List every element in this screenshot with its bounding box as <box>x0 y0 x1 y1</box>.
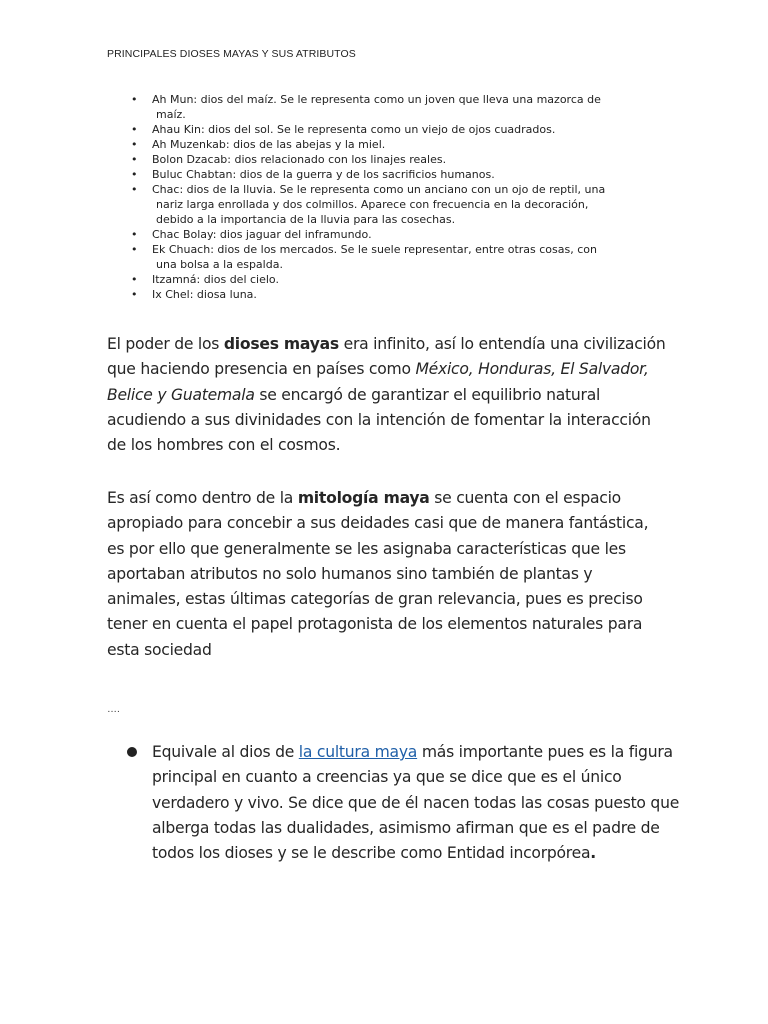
list-item: • Itzamná: dios del cielo. <box>131 273 279 286</box>
paragraph-dios-principal: Equivale al dios de la cultura maya más importante pues es la figura principal en cuanto a creencias ya que se dice que es el único verdadero y vivo. Se dice que de él nacen todas las cosas puesto que alberga todas las dualidades, asimismo afirman que es el padre de todos los dioses y se le describe como Entidad incorpórea. <box>152 743 680 863</box>
bold-mitologia-maya: mitología maya <box>297 489 430 507</box>
list-item: • Ek Chuach: dios de los mercados. Se le suele representar, entre otras cosas, con una bolsa a la espalda. <box>131 243 597 271</box>
paragraph-mitologia: Es así como dentro de la mitología maya se cuenta con el espacio apropiado para concebir a sus deidades casi que de manera fantástica, es por ello que generalmente se les asignaba características que les aportaban atributos no solo humanos sino también de plantas y animales, estas últimas categorías de gran relevancia, pues es preciso tener en cuenta el papel protagonista de los elementos naturales para esta sociedad <box>107 489 649 659</box>
list-bullet: • <box>131 93 138 106</box>
list-item: • Chac Bolay: dios jaguar del inframundo. <box>131 228 372 241</box>
link-cultura-maya[interactable]: la cultura maya <box>298 743 418 761</box>
list-item: • Ahau Kin: dios del sol. Se le representa como un viejo de ojos cuadrados. <box>131 123 556 136</box>
italic-paises: México, Honduras, El Salvador, Belice y Guatemala <box>107 360 649 404</box>
bold-dioses-mayas: dioses mayas <box>223 335 339 353</box>
list-bullet: • <box>131 138 138 151</box>
list-item: • Ah Muzenkab: dios de las abejas y la miel. <box>131 138 386 151</box>
list-bullet: • <box>131 273 138 286</box>
list-item: • Ix Chel: diosa luna. <box>131 288 257 301</box>
list-bullet: • <box>131 183 138 196</box>
list-bullet: • <box>131 123 138 136</box>
list-bullet: • <box>131 288 138 301</box>
list-item: • Ah Mun: dios del maíz. Se le representa como un joven que lleva una mazorca de maíz. <box>131 93 601 121</box>
list-item: • Bolon Dzacab: dios relacionado con los linajes reales. <box>131 153 447 166</box>
list-bullet: • <box>131 153 138 166</box>
list-bullet-icon <box>127 747 137 757</box>
paragraph-poder-dioses: El poder de los dioses mayas era infinito, así lo entendía una civilización que haciendo presencia en países como México, Honduras, El Salvador, Belice y Guatemala se encargó de garantizar el equilibrio natural acudiendo a sus divinidades con la intención de fomentar la interacción de los hombres con el cosmos. <box>107 335 666 455</box>
list-item: • Buluc Chabtan: dios de la guerra y de los sacrificios humanos. <box>131 168 495 181</box>
list-bullet: • <box>131 168 138 181</box>
ellipsis-marker: …. <box>107 704 120 715</box>
gods-list <box>128 92 682 302</box>
list-bullet: • <box>131 243 138 256</box>
list-item: • Chac: dios de la lluvia. Se le representa como un anciano con un ojo de reptil, una nariz larga enrollada y dos colmillos. Aparece con frecuencia en la decoración, debido a la importancia de la lluvia para las cosechas. <box>131 183 606 226</box>
document-title: PRINCIPALES DIOSES MAYAS Y SUS ATRIBUTOS <box>107 48 356 60</box>
list-bullet: • <box>131 228 138 241</box>
